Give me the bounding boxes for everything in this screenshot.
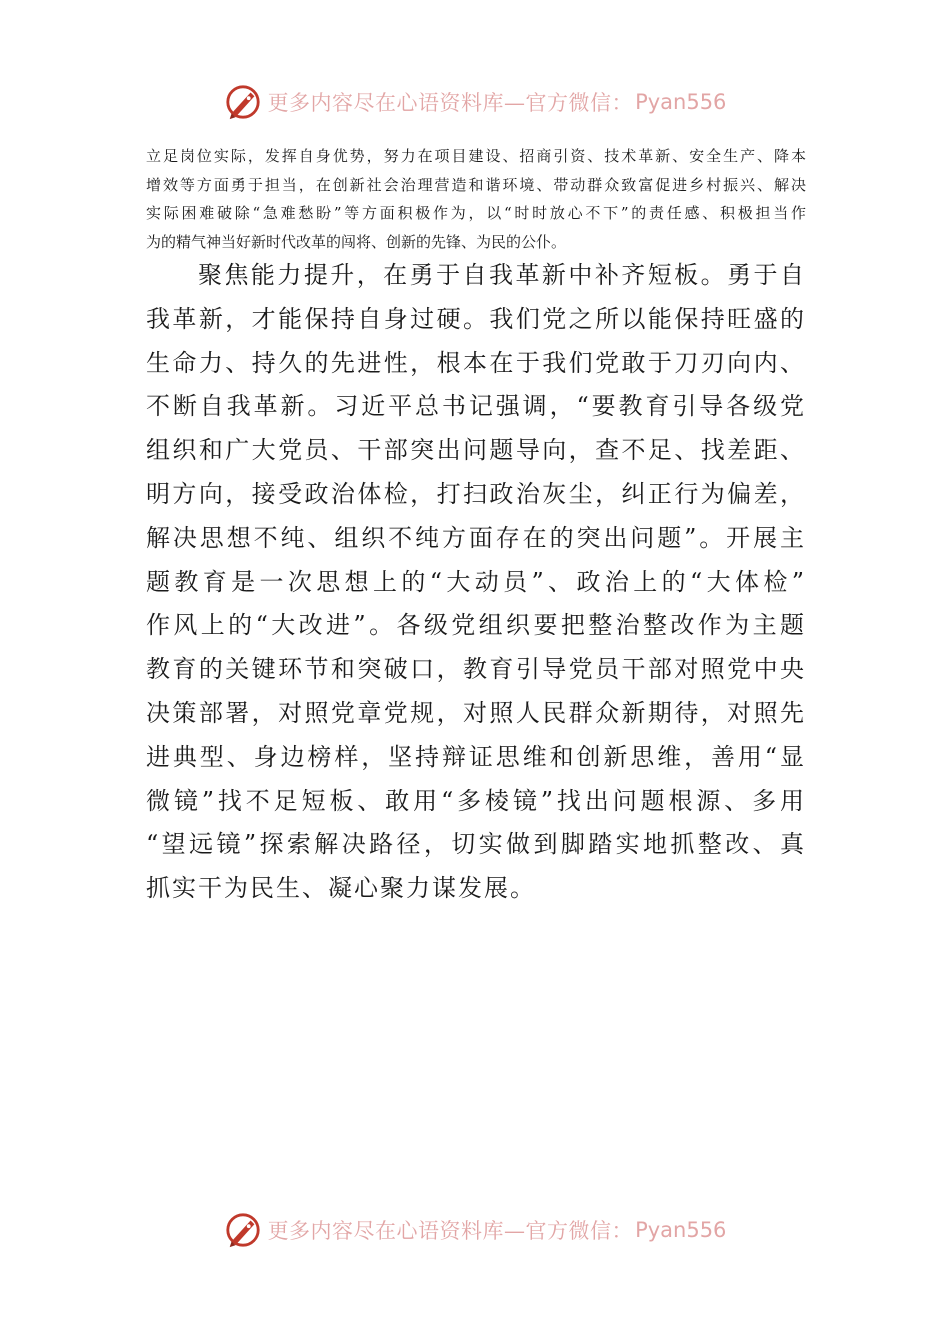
header-banner-text: 更多内容尽在心语资料库—官方微信： — [267, 91, 634, 115]
header-banner-id: Pyan556 — [635, 90, 727, 114]
paragraph-main-line: 解决思想不纯、组织不纯方面存在的突出问题”。开展主 — [146, 523, 806, 552]
paragraph-small — [146, 142, 806, 256]
footer-banner-id: Pyan556 — [635, 1218, 727, 1242]
paragraph-main-line: 明方向，接受政治体检，打扫政治灰尘，纠正行为偏差， — [146, 479, 806, 508]
paragraph-small-line: 增效等方面勇于担当，在创新社会治理营造和谐环境、带动群众致富促进乡村振兴、解决 — [146, 175, 806, 194]
paragraph-main-line: 教育的关键环节和突破口，教育引导党员干部对照党中央 — [146, 655, 806, 684]
paragraph-main-line: 决策部署，对照党章党规，对照人民群众新期待，对照先 — [146, 698, 806, 727]
paragraph-main-line: 不断自我革新。习近平总书记强调，“要教育引导各级党 — [146, 392, 806, 421]
paragraph-main-line: 进典型、身边榜样，坚持辩证思维和创新思维，善用“显 — [146, 742, 806, 771]
paragraph-small-line: 实际困难破除“急难愁盼”等方面积极作为，以“时时放心不下”的责任感、积极担当作 — [146, 204, 806, 222]
paragraph-main-line: 抓实干为民生、凝心聚力谋发展。 — [146, 874, 536, 903]
paragraph-main — [146, 254, 806, 911]
paragraph-small-line: 立足岗位实际，发挥自身优势，努力在项目建设、招商引资、技术革新、安全生产、降本 — [146, 147, 806, 165]
paragraph-main-line: 作风上的“大改进”。各级党组织要把整治整改作为主题 — [146, 611, 806, 640]
paragraph-main-line: 组织和广大党员、干部突出问题导向，查不足、找差距、 — [146, 436, 806, 465]
pen-logo-icon — [224, 1211, 262, 1249]
paragraph-small-line: 为的精气神当好新时代改革的闯将、创新的先锋、为民的公仆。 — [146, 232, 567, 251]
paragraph-main-line: 我革新，才能保持自身过硬。我们党之所以能保持旺盛的 — [146, 304, 806, 333]
pen-logo-icon — [224, 83, 262, 121]
paragraph-main-line: 聚焦能力提升，在勇于自我革新中补齐短板。勇于自 — [198, 261, 806, 289]
header-banner — [0, 80, 950, 124]
paragraph-main-line: 题教育是一次思想上的“大动员”、政治上的“大体检” — [146, 567, 806, 596]
footer-banner — [0, 1208, 950, 1252]
paragraph-main-line: 生命力、持久的先进性，根本在于我们党敢于刀刃向内、 — [146, 348, 806, 377]
paragraph-main-line: “望远镜”探索解决路径，切实做到脚踏实地抓整改、真 — [146, 830, 806, 859]
footer-banner-text: 更多内容尽在心语资料库—官方微信： — [267, 1219, 634, 1243]
paragraph-main-line: 微镜”找不足短板、敢用“多棱镜”找出问题根源、多用 — [146, 786, 806, 815]
